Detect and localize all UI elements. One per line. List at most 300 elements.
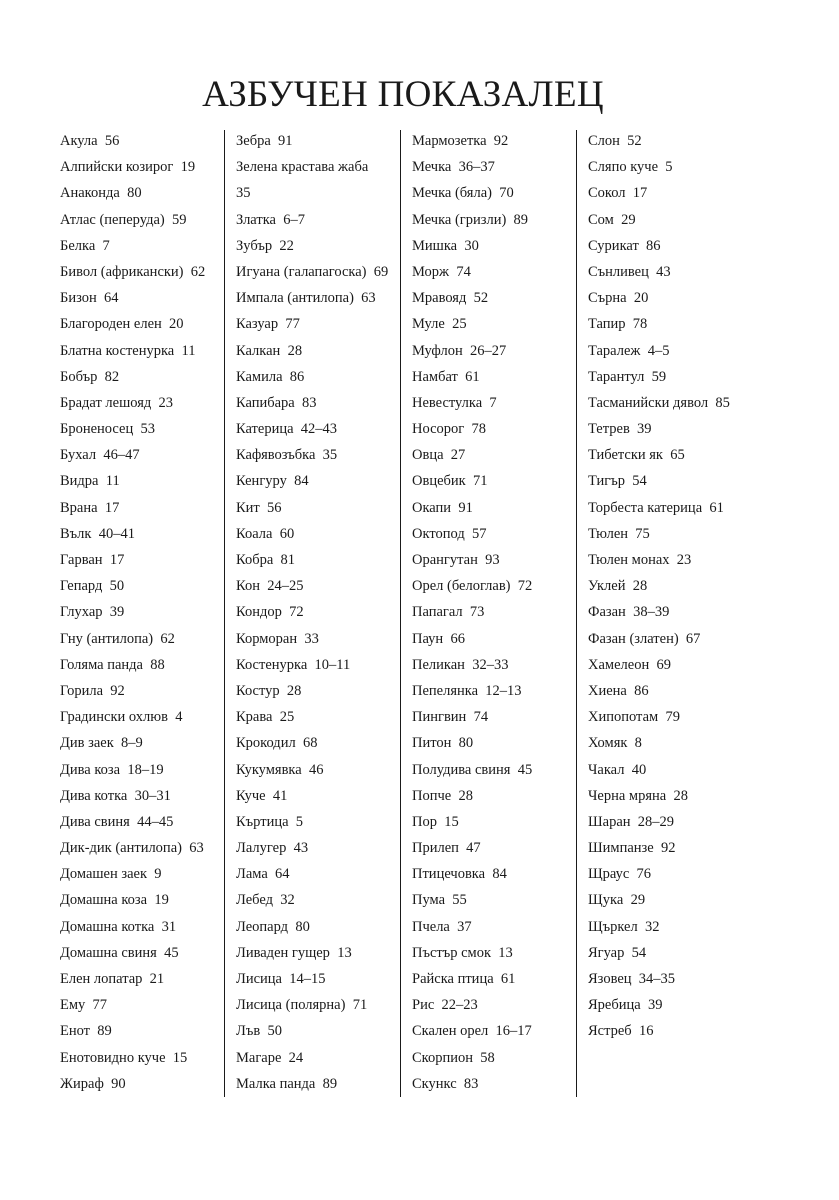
entry-page-number: 77 [92, 997, 108, 1014]
entry-name: Зебра [236, 133, 271, 149]
index-entry [236, 547, 404, 573]
entry-page-number: 55 [452, 892, 467, 909]
entry-name: Сърна [588, 290, 627, 307]
index-entry [236, 259, 404, 285]
entry-page-number: 5 [295, 813, 304, 830]
index-entry [236, 704, 404, 730]
index-entry [412, 468, 580, 494]
index-entry [588, 678, 756, 704]
entry-name: Елен лопатар [60, 971, 143, 987]
entry-name: Фазан [588, 604, 626, 621]
index-entry [236, 887, 404, 913]
entry-page-number: 91 [278, 133, 293, 149]
entry-name: Импала (антилопа) [236, 290, 354, 307]
entry-page-number: 64 [275, 866, 290, 883]
entry-page-number: 5 [665, 159, 673, 176]
index-entry [412, 992, 580, 1018]
index-entry [412, 311, 580, 337]
index-entry [236, 914, 404, 940]
entry-name: Пингвин [412, 709, 467, 726]
entry-page-number: 64 [104, 290, 119, 307]
entry-name: Щраус [588, 866, 630, 883]
entry-page-number: 71 [352, 997, 368, 1014]
entry-page-number: 47 [466, 840, 481, 857]
entry-page-number: 28 [458, 787, 473, 804]
index-entry [60, 626, 228, 652]
entry-page-number: 33 [304, 630, 319, 647]
index-entry [60, 730, 228, 756]
entry-page-number: 61 [500, 971, 516, 987]
index-entry [588, 259, 756, 285]
entry-name: Носорог [412, 421, 465, 438]
entry-page-number: 24 [288, 1049, 304, 1066]
index-entry [60, 573, 228, 599]
entry-name: Кит [236, 499, 260, 516]
entry-page-number: 84 [492, 866, 507, 883]
entry-name: Невестулка [412, 394, 483, 411]
entry-name: Хамелеон [588, 656, 650, 673]
entry-page-number: 16–17 [495, 1023, 532, 1040]
index-entry [412, 835, 580, 861]
entry-name: Уклей [588, 578, 626, 595]
entry-name: Тарантул [588, 368, 645, 385]
index-entry [60, 259, 228, 285]
entry-page-number: 89 [513, 211, 529, 228]
index-entry [236, 992, 404, 1018]
index-entry [412, 364, 580, 390]
index-entry [588, 442, 756, 468]
entry-page-number: 39 [637, 421, 652, 438]
entry-page-number: 92 [493, 133, 509, 149]
entry-name: Муфлон [412, 342, 463, 359]
entry-name: Пчела [412, 918, 450, 935]
entry-name: Муле [412, 316, 445, 333]
entry-name: Капибара [236, 394, 295, 411]
entry-name: Тюлен [588, 525, 629, 542]
entry-name: Тапир [588, 316, 626, 333]
index-entry [60, 835, 228, 861]
entry-name: Брадат лешояд [60, 394, 152, 411]
index-entry [60, 128, 228, 154]
entry-name: Зелена крастава жаба [236, 159, 369, 176]
entry-page-number: 12–13 [485, 682, 522, 699]
index-entry [412, 1018, 580, 1044]
entry-name: Ливаден гущер [236, 944, 330, 961]
entry-name: Сляпо куче [588, 159, 659, 176]
entry-name: Пума [412, 892, 446, 909]
index-entry [236, 364, 404, 390]
index-entry [588, 468, 756, 494]
index-entry [588, 338, 756, 364]
entry-name: Полудива свиня [412, 761, 511, 778]
index-entry [60, 1018, 228, 1044]
entry-name: Бизон [60, 290, 97, 307]
index-entry [60, 1045, 228, 1071]
entry-page-number: 28 [632, 578, 648, 595]
entry-name: Овца [412, 447, 444, 464]
entry-name: Броненосец [60, 421, 134, 438]
entry-name: Дива коза [60, 761, 121, 778]
index-entry [236, 468, 404, 494]
index-entry [412, 704, 580, 730]
index-entry [236, 154, 404, 180]
index-entry [236, 207, 404, 233]
index-entry [588, 233, 756, 259]
entry-page-number: 25 [279, 709, 295, 726]
entry-page-number: 75 [635, 525, 650, 542]
entry-page-number: 32 [644, 918, 660, 935]
index-entry [60, 416, 228, 442]
entry-page-number: 45 [164, 944, 179, 961]
entry-name: Блатна костенурка [60, 342, 175, 359]
entry-page-number: 86 [634, 682, 649, 699]
entry-name: Прилеп [412, 840, 459, 857]
index-entry [236, 180, 404, 206]
index-entry [588, 547, 756, 573]
entry-page-number: 52 [627, 133, 642, 149]
index-entry [412, 390, 580, 416]
entry-page-number: 39 [647, 997, 663, 1014]
index-entry [60, 233, 228, 259]
entry-page-number: 8–9 [121, 735, 143, 752]
entry-page-number: 17 [104, 499, 120, 516]
entry-page-number: 17 [109, 552, 125, 568]
entry-page-number: 46–47 [103, 447, 140, 464]
entry-name: Морж [412, 263, 450, 280]
index-entry [60, 154, 228, 180]
entry-name: Куче [236, 787, 266, 804]
entry-page-number: 59 [651, 368, 667, 385]
entry-page-number: 20 [169, 316, 184, 333]
entry-page-number: 4–5 [647, 342, 670, 359]
entry-name: Видра [60, 473, 99, 490]
entry-name: Дик-дик (антилопа) [60, 840, 182, 857]
entry-name: Пъстър смок [412, 944, 492, 961]
entry-name: Октопод [412, 525, 465, 542]
entry-page-number: 28 [286, 682, 302, 699]
entry-name: Питон [412, 735, 452, 752]
entry-page-number: 37 [457, 918, 472, 935]
index-entry [588, 390, 756, 416]
entry-name: Глухар [60, 604, 103, 621]
index-entry [236, 338, 404, 364]
entry-page-number: 61 [709, 499, 724, 516]
entry-name: Кукумявка [236, 761, 302, 778]
entry-page-number: 22–23 [441, 997, 478, 1014]
entry-page-number: 80 [295, 918, 310, 935]
index-entry [588, 154, 756, 180]
entry-page-number: 7 [102, 237, 110, 254]
entry-name: Бобър [60, 368, 98, 385]
entry-name: Лебед [236, 892, 273, 909]
entry-name: Мечка [412, 159, 452, 176]
index-entry [412, 442, 580, 468]
entry-page-number: 15 [172, 1049, 188, 1066]
entry-name: Сурикат [588, 237, 639, 254]
entry-name: Гепард [60, 578, 103, 595]
entry-name: Хомяк [588, 735, 628, 752]
entry-name: Скорпион [412, 1049, 474, 1066]
index-entry [412, 914, 580, 940]
entry-name: Шаран [588, 813, 631, 830]
index-entry [588, 626, 756, 652]
index-entry [236, 233, 404, 259]
entry-page-number: 46 [308, 761, 324, 778]
index-column-4 [588, 128, 756, 1045]
index-entry [412, 887, 580, 913]
index-entry [60, 992, 228, 1018]
index-entry [60, 364, 228, 390]
entry-name: Лама [236, 866, 268, 883]
index-entry [236, 442, 404, 468]
entry-name: Попче [412, 787, 452, 804]
entry-page-number: 14–15 [289, 971, 326, 987]
entry-page-number: 27 [450, 447, 466, 464]
index-entry [236, 311, 404, 337]
entry-page-number: 56 [267, 499, 282, 516]
index-entry [236, 783, 404, 809]
entry-name: Скункс [412, 1075, 457, 1092]
entry-name: Крокодил [236, 735, 296, 752]
entry-name: Кондор [236, 604, 282, 621]
entry-page-number: 13 [337, 944, 352, 961]
entry-name: Лалугер [236, 840, 287, 857]
entry-page-number: 76 [636, 866, 652, 883]
index-column-2 [236, 128, 404, 1097]
index-entry [60, 1071, 228, 1097]
index-entry [412, 180, 580, 206]
entry-name: Черна мряна [588, 787, 667, 804]
entry-page-number: 11 [105, 473, 120, 490]
entry-page-number: 73 [469, 604, 485, 621]
index-entry [236, 757, 404, 783]
entry-page-number: 36–37 [458, 159, 495, 176]
index-entry [412, 1045, 580, 1071]
entry-page-number: 90 [111, 1075, 126, 1092]
index-entry [60, 783, 228, 809]
entry-name: Домашна свиня [60, 944, 157, 961]
index-entry [60, 180, 228, 206]
entry-page-number: 79 [665, 709, 680, 726]
index-entry [236, 285, 404, 311]
entry-name: Овцебик [412, 473, 466, 490]
index-entry [412, 573, 580, 599]
index-entry [60, 442, 228, 468]
entry-name: Пеликан [412, 656, 465, 673]
entry-page-number: 19 [180, 159, 196, 176]
entry-page-number: 10–11 [314, 656, 351, 673]
entry-page-number: 81 [280, 552, 296, 568]
entry-page-number: 69 [373, 263, 389, 280]
entry-name: Яребица [588, 997, 641, 1014]
entry-page-number: 8 [634, 735, 642, 752]
entry-name: Ягуар [588, 944, 625, 961]
entry-name: Орел (белоглав) [412, 578, 511, 595]
index-entry [588, 599, 756, 625]
entry-page-number: 19 [154, 892, 169, 909]
entry-name: Акула [60, 133, 98, 149]
entry-page-number: 77 [285, 316, 300, 333]
index-entry [412, 547, 580, 573]
entry-page-number: 92 [660, 840, 676, 857]
entry-name: Анаконда [60, 185, 120, 202]
entry-name: Рис [412, 997, 435, 1014]
entry-page-number: 29 [621, 211, 636, 228]
index-entry [236, 940, 404, 966]
entry-page-number: 72 [517, 578, 533, 595]
entry-page-number: 69 [656, 656, 671, 673]
index-entry [236, 1071, 404, 1097]
index-entry [236, 1045, 404, 1071]
entry-name: Тигър [588, 473, 625, 490]
entry-page-number: 52 [473, 290, 489, 307]
entry-page-number: 18–19 [127, 761, 164, 778]
entry-name: Окапи [412, 499, 452, 516]
index-entry [412, 495, 580, 521]
entry-page-number: 23 [676, 552, 692, 568]
entry-page-number: 40 [631, 761, 647, 778]
index-entry [60, 914, 228, 940]
index-entry [412, 599, 580, 625]
entry-name: 35 [236, 185, 251, 202]
entry-page-number: 29 [630, 892, 646, 909]
entry-name: Щъркел [588, 918, 638, 935]
index-entry [236, 573, 404, 599]
entry-page-number: 80 [458, 735, 474, 752]
index-entry [588, 128, 756, 154]
index-entry [236, 599, 404, 625]
index-entry [412, 652, 580, 678]
index-entry [588, 757, 756, 783]
index-entry [60, 338, 228, 364]
entry-name: Калкан [236, 342, 281, 359]
index-entry [60, 652, 228, 678]
entry-page-number: 21 [149, 971, 165, 987]
index-entry [412, 128, 580, 154]
entry-page-number: 89 [97, 1023, 112, 1040]
entry-page-number: 66 [450, 630, 465, 647]
index-entry [60, 311, 228, 337]
entry-name: Благороден елен [60, 316, 162, 333]
index-entry [60, 207, 228, 233]
entry-page-number: 72 [289, 604, 304, 621]
entry-name: Голяма панда [60, 656, 143, 673]
entry-page-number: 71 [472, 473, 488, 490]
index-entry [412, 678, 580, 704]
entry-name: Лъв [236, 1023, 261, 1040]
index-entry [588, 861, 756, 887]
index-entry [588, 364, 756, 390]
entry-name: Лисица [236, 971, 282, 987]
entry-name: Алпийски козирог [60, 159, 174, 176]
entry-name: Горила [60, 682, 104, 699]
index-entry [60, 390, 228, 416]
entry-name: Кафявозъбка [236, 447, 316, 464]
index-columns [0, 128, 839, 1108]
entry-name: Градински охлюв [60, 709, 168, 726]
entry-name: Енотовидно куче [60, 1049, 166, 1066]
entry-name: Мечка (бяла) [412, 185, 492, 202]
entry-name: Таралеж [588, 342, 641, 359]
index-entry [60, 495, 228, 521]
index-entry [588, 704, 756, 730]
index-entry [412, 861, 580, 887]
entry-page-number: 35 [322, 447, 338, 464]
index-entry [588, 180, 756, 206]
index-entry [412, 809, 580, 835]
index-entry [412, 757, 580, 783]
entry-page-number: 50 [267, 1023, 282, 1040]
entry-page-number: 84 [294, 473, 309, 490]
index-entry [236, 416, 404, 442]
entry-name: Атлас (пеперуда) [60, 211, 165, 228]
entry-page-number: 30 [464, 237, 479, 254]
entry-name: Белка [60, 237, 96, 254]
entry-page-number: 22 [279, 237, 294, 254]
entry-name: Райска птица [412, 971, 494, 987]
index-entry [412, 338, 580, 364]
index-entry [588, 914, 756, 940]
entry-name: Кон [236, 578, 260, 595]
entry-name: Сънливец [588, 263, 649, 280]
page-title: АЗБУЧЕН ПОКАЗАЛЕЦ [202, 74, 604, 115]
entry-name: Шимпанзе [588, 840, 654, 857]
entry-page-number: 54 [631, 944, 647, 961]
entry-name: Домашна котка [60, 918, 155, 935]
index-entry [60, 599, 228, 625]
entry-page-number: 67 [685, 630, 701, 647]
entry-name: Златка [236, 211, 276, 228]
index-entry [588, 887, 756, 913]
entry-page-number: 54 [632, 473, 647, 490]
entry-name: Бивол (африкански) [60, 263, 184, 280]
entry-name: Малка панда [236, 1075, 316, 1092]
index-entry [588, 783, 756, 809]
entry-name: Мравояд [412, 290, 467, 307]
index-entry [60, 861, 228, 887]
index-entry [60, 547, 228, 573]
entry-page-number: 61 [465, 368, 480, 385]
entry-page-number: 43 [656, 263, 671, 280]
entry-page-number: 28 [287, 342, 303, 359]
entry-name: Тюлен монах [588, 552, 670, 568]
index-entry [236, 652, 404, 678]
entry-name: Игуана (галапагоска) [236, 263, 367, 280]
entry-name: Катерица [236, 421, 294, 438]
index-entry [412, 416, 580, 442]
entry-page-number: 65 [670, 447, 685, 464]
index-entry [236, 626, 404, 652]
entry-page-number: 82 [104, 368, 120, 385]
index-entry [588, 207, 756, 233]
index-entry [588, 495, 756, 521]
entry-name: Орангутан [412, 552, 478, 568]
entry-page-number: 80 [127, 185, 142, 202]
index-entry [588, 652, 756, 678]
index-entry [60, 704, 228, 730]
entry-name: Камила [236, 368, 283, 385]
entry-name: Гарван [60, 552, 103, 568]
index-entry [588, 730, 756, 756]
index-column-3 [412, 128, 580, 1097]
entry-page-number: 83 [302, 394, 317, 411]
entry-page-number: 26–27 [469, 342, 507, 359]
entry-page-number: 11 [181, 342, 196, 359]
entry-page-number: 7 [489, 394, 497, 411]
index-entry [60, 285, 228, 311]
entry-page-number: 9 [154, 866, 162, 883]
entry-page-number: 60 [279, 525, 295, 542]
